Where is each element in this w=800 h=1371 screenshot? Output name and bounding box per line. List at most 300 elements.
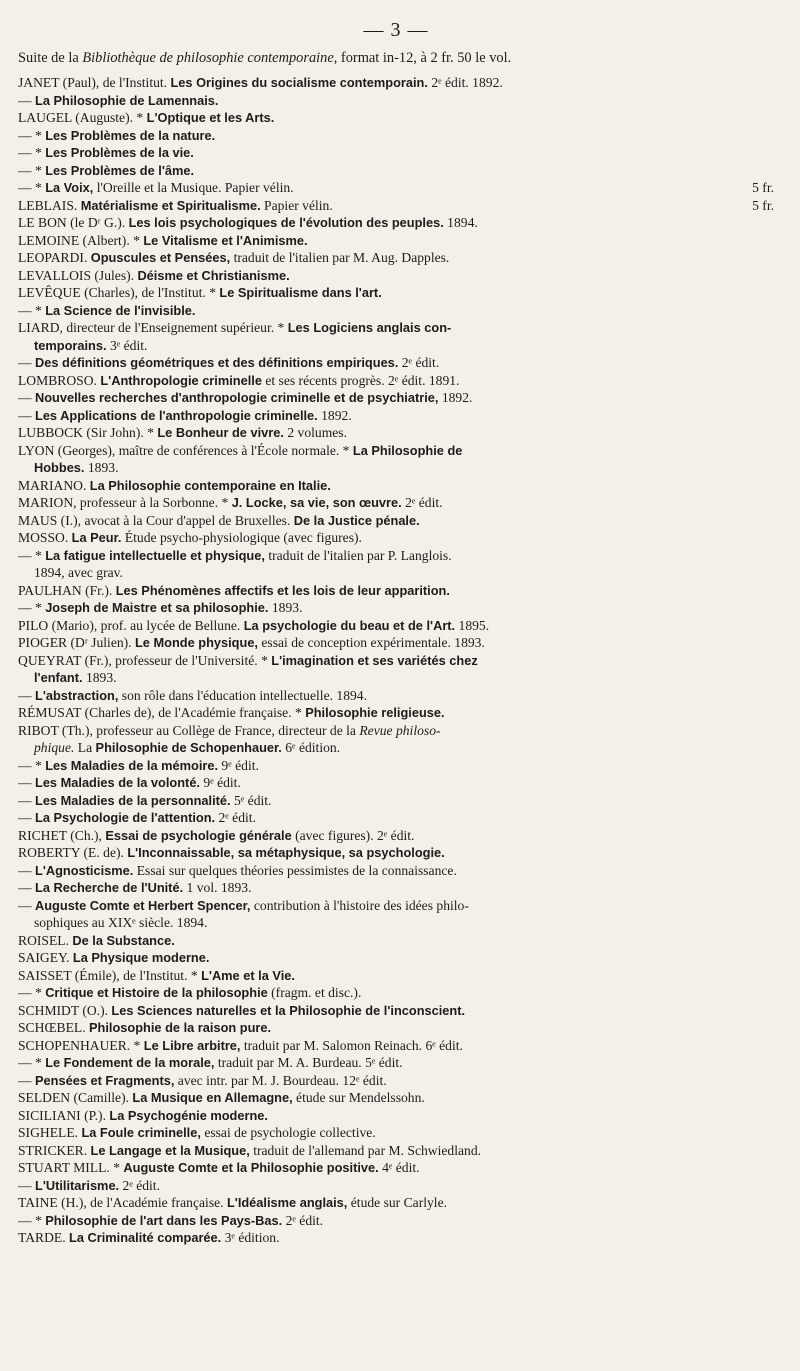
catalog-line — [18, 1194, 788, 1212]
catalog-line-text — [18, 355, 439, 370]
catalog-line-text — [34, 565, 123, 580]
entry-title: La Voix, — [45, 180, 94, 195]
catalog-line-text — [18, 723, 441, 738]
catalog-line — [18, 179, 788, 197]
catalog-line-text — [18, 408, 352, 423]
entry-note: étude sur Carlyle. — [347, 1195, 448, 1210]
entry-title: temporains. — [34, 337, 107, 353]
catalog-line-text — [18, 845, 445, 860]
entry-note: traduit par M. Salomon Reinach. 6ᵉ édit. — [240, 1037, 463, 1053]
entry-title: Opuscules et Pensées, — [90, 250, 231, 265]
catalog-line-text — [18, 600, 302, 615]
catalog-line — [18, 407, 788, 425]
entry-author: STUART MILL. * — [18, 1160, 124, 1175]
catalog-line-text — [18, 1125, 376, 1140]
entry-title: De la Justice pénale. — [293, 512, 420, 528]
catalog-line — [18, 914, 788, 932]
entry-note: 5ᵉ édit. — [230, 792, 272, 808]
catalog-line-text — [34, 460, 118, 475]
catalog-line-text — [18, 583, 450, 598]
entry-title: Les Maladies de la personnalité. — [35, 792, 231, 808]
entry-title: La Musique en Allemagne, — [132, 1090, 293, 1105]
entry-title: Les Logiciens anglais con- — [287, 320, 452, 335]
entry-title: Philosophie de l'art dans les Pays-Bas. — [45, 1212, 283, 1228]
catalog-line — [18, 74, 788, 92]
catalog-line-text — [34, 338, 147, 353]
entry-title: L'Utilitarisme. — [35, 1177, 120, 1193]
catalog-line-text — [18, 1230, 279, 1245]
catalog-line-text — [18, 1108, 268, 1123]
entry-author: RIBOT (Th.), professeur au Collège de France, directeur de la — [18, 722, 360, 738]
entry-author: LUBBOCK (Sir John). * — [18, 425, 158, 440]
catalog-line — [18, 774, 788, 792]
catalog-line-text — [18, 373, 459, 388]
entry-note: traduit de l'allemand par M. Schwiedland. — [249, 1142, 482, 1158]
entry-author: LYON (Georges), maître de conférences à l'École normale. * — [18, 442, 353, 458]
entry-note: (avec figures). 2ᵉ édit. — [291, 827, 415, 843]
entry-note: 6ᵉ édition. — [281, 740, 341, 755]
catalog-line-text — [18, 880, 251, 895]
catalog-line-text — [18, 618, 489, 633]
catalog-line-text — [18, 898, 469, 913]
catalog-line-text — [18, 968, 295, 983]
catalog-line — [18, 214, 788, 232]
catalog-line-text — [18, 1020, 271, 1035]
catalog-line-text — [34, 915, 207, 930]
entry-note: 4ᵉ édit. — [378, 1160, 420, 1175]
catalog-line — [18, 512, 788, 530]
entry-author: — — [18, 407, 35, 423]
entry-title: L'Anthropologie criminelle — [100, 372, 262, 388]
catalog-line — [18, 634, 788, 652]
catalog-line-text — [18, 1213, 323, 1228]
catalog-line-text — [18, 513, 420, 528]
catalog-line-text — [18, 443, 462, 458]
entry-author: — * — [18, 1212, 46, 1228]
catalog-line-text — [18, 1160, 420, 1175]
catalog-line-text — [18, 1178, 160, 1193]
entry-author: — — [18, 390, 35, 405]
entry-note: traduit de l'italien par P. Langlois. — [264, 547, 452, 563]
entry-title: Le Vitalisme et l'Animisme. — [143, 232, 308, 248]
entry-author: SCHOPENHAUER. * — [18, 1037, 144, 1053]
entry-title: Philosophie de la raison pure. — [89, 1020, 272, 1035]
entry-note: 2ᵉ édit. — [398, 355, 440, 370]
entry-author: PAULHAN (Fr.). — [18, 582, 116, 598]
entry-author: — — [18, 880, 35, 895]
entry-author: SCHMIDT (O.). — [18, 1002, 112, 1018]
page-number: — 3 — — [363, 19, 429, 41]
entry-title: De la Substance. — [72, 932, 175, 948]
catalog-line — [18, 722, 788, 740]
entry-note: avec intr. par M. J. Bourdeau. 12ᵉ édit. — [174, 1072, 387, 1088]
entry-title: L'Idéalisme anglais, — [226, 1195, 348, 1210]
entry-title: La Science de l'invisible. — [45, 302, 196, 318]
catalog-line — [18, 109, 788, 127]
catalog-line — [18, 617, 788, 635]
entry-note: Étude psycho-physiologique (avec figures). — [121, 530, 362, 545]
entry-title: La psychologie du beau et de l'Art. — [243, 617, 456, 633]
entry-note: 9ᵉ édit. — [218, 757, 259, 773]
catalog-line — [18, 652, 788, 670]
entry-author: — — [18, 862, 35, 878]
catalog-line-text — [18, 93, 218, 108]
catalog-entries — [18, 74, 788, 1247]
entry-author: SAIGEY. — [18, 950, 73, 965]
entry-author: — — [18, 92, 35, 108]
entry-italic: Revue philoso- — [359, 722, 441, 738]
catalog-line — [18, 529, 788, 547]
catalog-line — [18, 1177, 788, 1195]
entry-title: Le Langage et la Musique, — [90, 1142, 250, 1158]
entry-title: L'imagination et ses variétés chez — [271, 652, 478, 668]
catalog-line-text — [18, 268, 290, 283]
catalog-line — [18, 984, 788, 1002]
entry-title: La Peur. — [71, 530, 122, 545]
catalog-line — [18, 319, 788, 337]
entry-title: Critique et Histoire de la philosophie — [45, 985, 268, 1000]
entry-title: Essai de psychologie générale — [105, 827, 292, 843]
entry-author: SIGHELE. — [18, 1125, 82, 1140]
catalog-line-text — [18, 863, 457, 878]
catalog-line — [18, 844, 788, 862]
catalog-page — [18, 18, 788, 1247]
entry-note: 1893. — [82, 670, 117, 685]
entry-note: 1 vol. 1893. — [183, 880, 252, 895]
catalog-line — [18, 162, 788, 180]
entry-note: et ses récents progrès. 2ᵉ édit. 1891. — [261, 372, 460, 388]
catalog-line — [18, 809, 788, 827]
entry-note: son rôle dans l'éducation intellectuelle. 1894. — [118, 687, 367, 703]
entry-title: La Philosophie de — [352, 442, 463, 458]
catalog-line-text — [18, 653, 478, 668]
entry-price: 5 fr. — [752, 197, 774, 213]
entry-author: — — [18, 687, 35, 703]
entry-note: sophiques au XIXᵉ siècle. 1894. — [34, 915, 208, 930]
catalog-line — [18, 1124, 788, 1142]
entry-author: MARIANO. — [18, 477, 90, 493]
entry-title: La Physique moderne. — [72, 950, 210, 965]
entry-title: Les Problèmes de la vie. — [45, 145, 194, 160]
catalog-line-text — [18, 828, 414, 843]
entry-author: — * — [18, 302, 46, 318]
entry-title: L'abstraction, — [35, 687, 119, 703]
catalog-line — [18, 564, 788, 582]
catalog-line-text — [18, 793, 271, 808]
entry-title: Philosophie de Schopenhauer. — [95, 740, 282, 755]
entry-author: — * — [18, 145, 46, 160]
catalog-line-text — [18, 1055, 403, 1070]
entry-note: 2ᵉ édit. — [119, 1177, 160, 1193]
entry-author: — * — [18, 127, 46, 143]
entry-author: — — [18, 897, 35, 913]
catalog-line — [18, 547, 788, 565]
entry-title: Les Problèmes de la nature. — [45, 127, 216, 143]
entry-title: Le Fondement de la morale, — [45, 1055, 215, 1070]
catalog-line-text — [18, 985, 361, 1000]
entry-note: traduit de l'italien par M. Aug. Dapples. — [230, 250, 450, 265]
entry-title: Nouvelles recherches d'anthropologie criminelle et de psychiatrie, — [35, 390, 439, 405]
entry-title: L'Agnosticisme. — [35, 862, 134, 878]
entry-note: 2ᵉ édit. 1892. — [427, 75, 503, 90]
entry-author: — * — [18, 757, 46, 773]
catalog-line — [18, 897, 788, 915]
entry-author: RÉMUSAT (Charles de), de l'Académie française. * — [18, 705, 306, 720]
entry-title: Auguste Comte et la Philosophie positive. — [123, 1160, 379, 1175]
catalog-line — [18, 669, 788, 687]
catalog-line — [18, 302, 788, 320]
catalog-line-text — [18, 145, 194, 160]
entry-title: Des définitions géométriques et des définitions empiriques. — [35, 355, 399, 370]
catalog-line — [18, 354, 788, 372]
header-suffix: , format in-12, à 2 fr. 50 le vol. — [333, 50, 512, 66]
entry-author: — * — [18, 600, 46, 615]
entry-title: Matérialisme et Spiritualisme. — [80, 197, 261, 213]
entry-author: SAISSET (Émile), de l'Institut. * — [18, 967, 202, 983]
entry-title: Les Maladies de la mémoire. — [45, 757, 219, 773]
catalog-line — [18, 1229, 788, 1247]
entry-title: La Philosophie de Lamennais. — [35, 92, 219, 108]
catalog-line-text — [18, 163, 194, 178]
catalog-line — [18, 197, 788, 215]
catalog-line — [18, 599, 788, 617]
entry-title: Les lois psychologiques de l'évolution des peuples. — [128, 215, 444, 230]
catalog-line-text — [18, 705, 445, 720]
entry-author: RICHET (Ch.), — [18, 827, 106, 843]
catalog-line-text — [18, 810, 256, 825]
catalog-line — [18, 1107, 788, 1125]
entry-author: — * — [18, 162, 46, 178]
entry-title: La fatigue intellectuelle et physique, — [45, 547, 265, 563]
entry-note: 2 volumes. — [283, 425, 347, 440]
entry-author: SICILIANI (P.). — [18, 1107, 110, 1123]
entry-author: — * — [18, 1055, 46, 1070]
catalog-line-text — [18, 1073, 387, 1088]
entry-author: QUEYRAT (Fr.), professeur de l'Université. * — [18, 652, 272, 668]
entry-title: Les Maladies de la volonté. — [35, 775, 200, 790]
catalog-line-text — [18, 548, 452, 563]
catalog-line-text — [18, 495, 443, 510]
catalog-line — [18, 372, 788, 390]
entry-note: 2ᵉ édit. — [282, 1212, 324, 1228]
catalog-line — [18, 144, 788, 162]
entry-author: TARDE. — [18, 1230, 70, 1245]
entry-title: La Criminalité comparée. — [69, 1230, 222, 1245]
entry-author: — * — [18, 985, 46, 1000]
catalog-line — [18, 267, 788, 285]
catalog-line — [18, 1089, 788, 1107]
catalog-line-text — [18, 215, 478, 230]
entry-title: L'Ame et la Vie. — [201, 967, 295, 983]
catalog-line-text — [34, 740, 340, 755]
entry-note: La — [74, 740, 96, 755]
catalog-line-text — [18, 233, 308, 248]
catalog-line-text — [18, 530, 362, 545]
catalog-line-text — [18, 128, 215, 143]
catalog-line-text — [18, 390, 472, 405]
catalog-line-text — [34, 670, 117, 685]
catalog-line — [18, 424, 788, 442]
entry-author: — * — [18, 547, 46, 563]
entry-author: ROBERTY (E. de). — [18, 845, 128, 860]
catalog-line — [18, 459, 788, 477]
entry-note: l'Oreille et la Musique. Papier vélin. — [93, 180, 294, 195]
catalog-line-text — [18, 320, 451, 335]
entry-author: MAUS (I.), avocat à la Cour d'appel de Bruxelles. — [18, 512, 294, 528]
catalog-line — [18, 249, 788, 267]
entry-title: La Foule criminelle, — [81, 1125, 201, 1140]
entry-note: traduit par M. A. Burdeau. 5ᵉ édit. — [214, 1055, 403, 1070]
entry-title: Philosophie religieuse. — [305, 705, 445, 720]
entry-author: LE BON (le Dʳ G.). — [18, 215, 129, 230]
entry-author: PILO (Mario), prof. au lycée de Bellune. — [18, 617, 244, 633]
entry-title: La Psychologie de l'attention. — [35, 810, 216, 825]
entry-title: l'enfant. — [34, 670, 83, 685]
entry-author: JANET (Paul), de l'Institut. — [18, 75, 171, 90]
entry-title: Le Monde physique, — [134, 635, 258, 650]
entry-title: Auguste Comte et Herbert Spencer, — [35, 897, 251, 913]
entry-note: 1893. — [268, 600, 303, 615]
catalog-line — [18, 232, 788, 250]
catalog-line-text — [18, 1003, 465, 1018]
entry-author: — — [18, 792, 35, 808]
catalog-line-text — [18, 950, 209, 965]
entry-title: J. Locke, sa vie, son œuvre. — [231, 495, 402, 510]
entry-author: LEVALLOIS (Jules). — [18, 267, 138, 283]
entry-italic: phique. — [34, 740, 75, 755]
header-prefix: Suite de la — [18, 50, 83, 66]
entry-title: L'Optique et les Arts. — [146, 110, 275, 125]
catalog-line — [18, 582, 788, 600]
entry-title: Pensées et Fragments, — [35, 1072, 175, 1088]
entry-note: 1894. — [443, 215, 478, 230]
entry-author: LEMOINE (Albert). * — [18, 232, 144, 248]
entry-author: — — [18, 355, 35, 370]
catalog-line — [18, 1019, 788, 1037]
catalog-line-text — [18, 1143, 481, 1158]
entry-author: — * — [18, 180, 46, 195]
entry-author: — — [18, 775, 35, 790]
entry-note: 2ᵉ édit. — [215, 810, 256, 825]
entry-title: Les Origines du socialisme contemporain. — [170, 75, 428, 90]
entry-author: — — [18, 1072, 35, 1088]
entry-author: STRICKER. — [18, 1142, 91, 1158]
entry-author: MARION, professeur à la Sorbonne. * — [18, 495, 232, 510]
entry-author: SELDEN (Camille). — [18, 1090, 133, 1105]
entry-title: Le Spiritualisme dans l'art. — [219, 285, 382, 300]
catalog-line — [18, 792, 788, 810]
catalog-line-text — [18, 1090, 425, 1105]
catalog-line-text — [18, 1195, 447, 1210]
entry-note: étude sur Mendelssohn. — [292, 1090, 425, 1105]
catalog-line-text — [18, 285, 382, 300]
entry-price: 5 fr. — [752, 180, 774, 195]
catalog-line — [18, 1002, 788, 1020]
entry-title: Le Libre arbitre, — [143, 1037, 241, 1053]
entry-title: La Recherche de l'Unité. — [35, 880, 184, 895]
entry-title: Les Problèmes de l'âme. — [45, 162, 195, 178]
catalog-line — [18, 757, 788, 775]
catalog-line — [18, 1142, 788, 1160]
catalog-line-text — [18, 478, 331, 493]
entry-author: — — [18, 810, 35, 825]
entry-title: Joseph de Maistre et sa philosophie. — [45, 600, 269, 615]
catalog-line-text — [18, 250, 449, 265]
entry-author: LEBLAIS. — [18, 197, 81, 213]
entry-note: 9ᵉ édit. — [200, 775, 241, 790]
entry-author: PIOGER (Dʳ Julien). — [18, 635, 135, 650]
series-header — [18, 49, 788, 68]
catalog-line-text — [18, 110, 274, 125]
entry-author: LEOPARDI. — [18, 250, 91, 265]
catalog-line-text — [18, 688, 367, 703]
catalog-line — [18, 932, 788, 950]
entry-author: — — [18, 1177, 35, 1193]
entry-author: TAINE (H.), de l'Académie française. — [18, 1195, 227, 1210]
entry-note: 1892. — [438, 390, 473, 405]
catalog-line — [18, 1037, 788, 1055]
catalog-line-text — [18, 758, 259, 773]
catalog-line — [18, 739, 788, 757]
catalog-line-text — [18, 635, 485, 650]
entry-title: La Psychogénie moderne. — [109, 1107, 268, 1123]
entry-note: 2ᵉ édit. — [401, 495, 443, 510]
entry-title: Les Applications de l'anthropologie criminelle. — [35, 407, 318, 423]
entry-note: (fragm. et disc.). — [267, 985, 362, 1000]
catalog-line-text — [18, 1038, 463, 1053]
catalog-line-text — [18, 933, 175, 948]
catalog-line — [18, 92, 788, 110]
entry-title: L'Inconnaissable, sa métaphysique, sa psychologie. — [127, 845, 445, 860]
entry-note: 1892. — [317, 407, 352, 423]
entry-note: Papier vélin. — [260, 197, 333, 213]
catalog-line — [18, 879, 788, 897]
catalog-line — [18, 967, 788, 985]
catalog-line — [18, 687, 788, 705]
catalog-line — [18, 862, 788, 880]
catalog-line — [18, 1054, 788, 1072]
entry-title: Hobbes. — [34, 460, 85, 475]
catalog-line-text — [18, 303, 195, 318]
catalog-line — [18, 494, 788, 512]
entry-author: LIARD, directeur de l'Enseignement supérieur. * — [18, 320, 288, 335]
catalog-line — [18, 337, 788, 355]
entry-note: 3ᵉ édit. — [106, 337, 148, 353]
catalog-line-text — [18, 425, 347, 440]
catalog-line — [18, 442, 788, 460]
catalog-line — [18, 127, 788, 145]
entry-author: LEVÊQUE (Charles), de l'Institut. * — [18, 285, 220, 300]
header-series-title: Bibliothèque de philosophie contemporaine — [82, 50, 334, 66]
entry-title: La Philosophie contemporaine en Italie. — [89, 477, 331, 493]
entry-note: 1893. — [84, 460, 119, 475]
entry-author: MOSSO. — [18, 530, 72, 545]
entry-title: Le Bonheur de vivre. — [157, 425, 284, 440]
catalog-line — [18, 1072, 788, 1090]
catalog-line — [18, 704, 788, 722]
entry-note: 3ᵉ édition. — [221, 1230, 280, 1245]
catalog-line — [18, 477, 788, 495]
entry-author: ROISEL. — [18, 932, 73, 948]
catalog-line-text — [18, 75, 503, 90]
catalog-line-text — [18, 197, 333, 215]
catalog-line-text — [18, 179, 294, 197]
catalog-line — [18, 284, 788, 302]
catalog-line — [18, 1212, 788, 1230]
catalog-line — [18, 389, 788, 407]
entry-title: Déisme et Christianisme. — [137, 267, 290, 283]
catalog-line-text — [18, 775, 241, 790]
